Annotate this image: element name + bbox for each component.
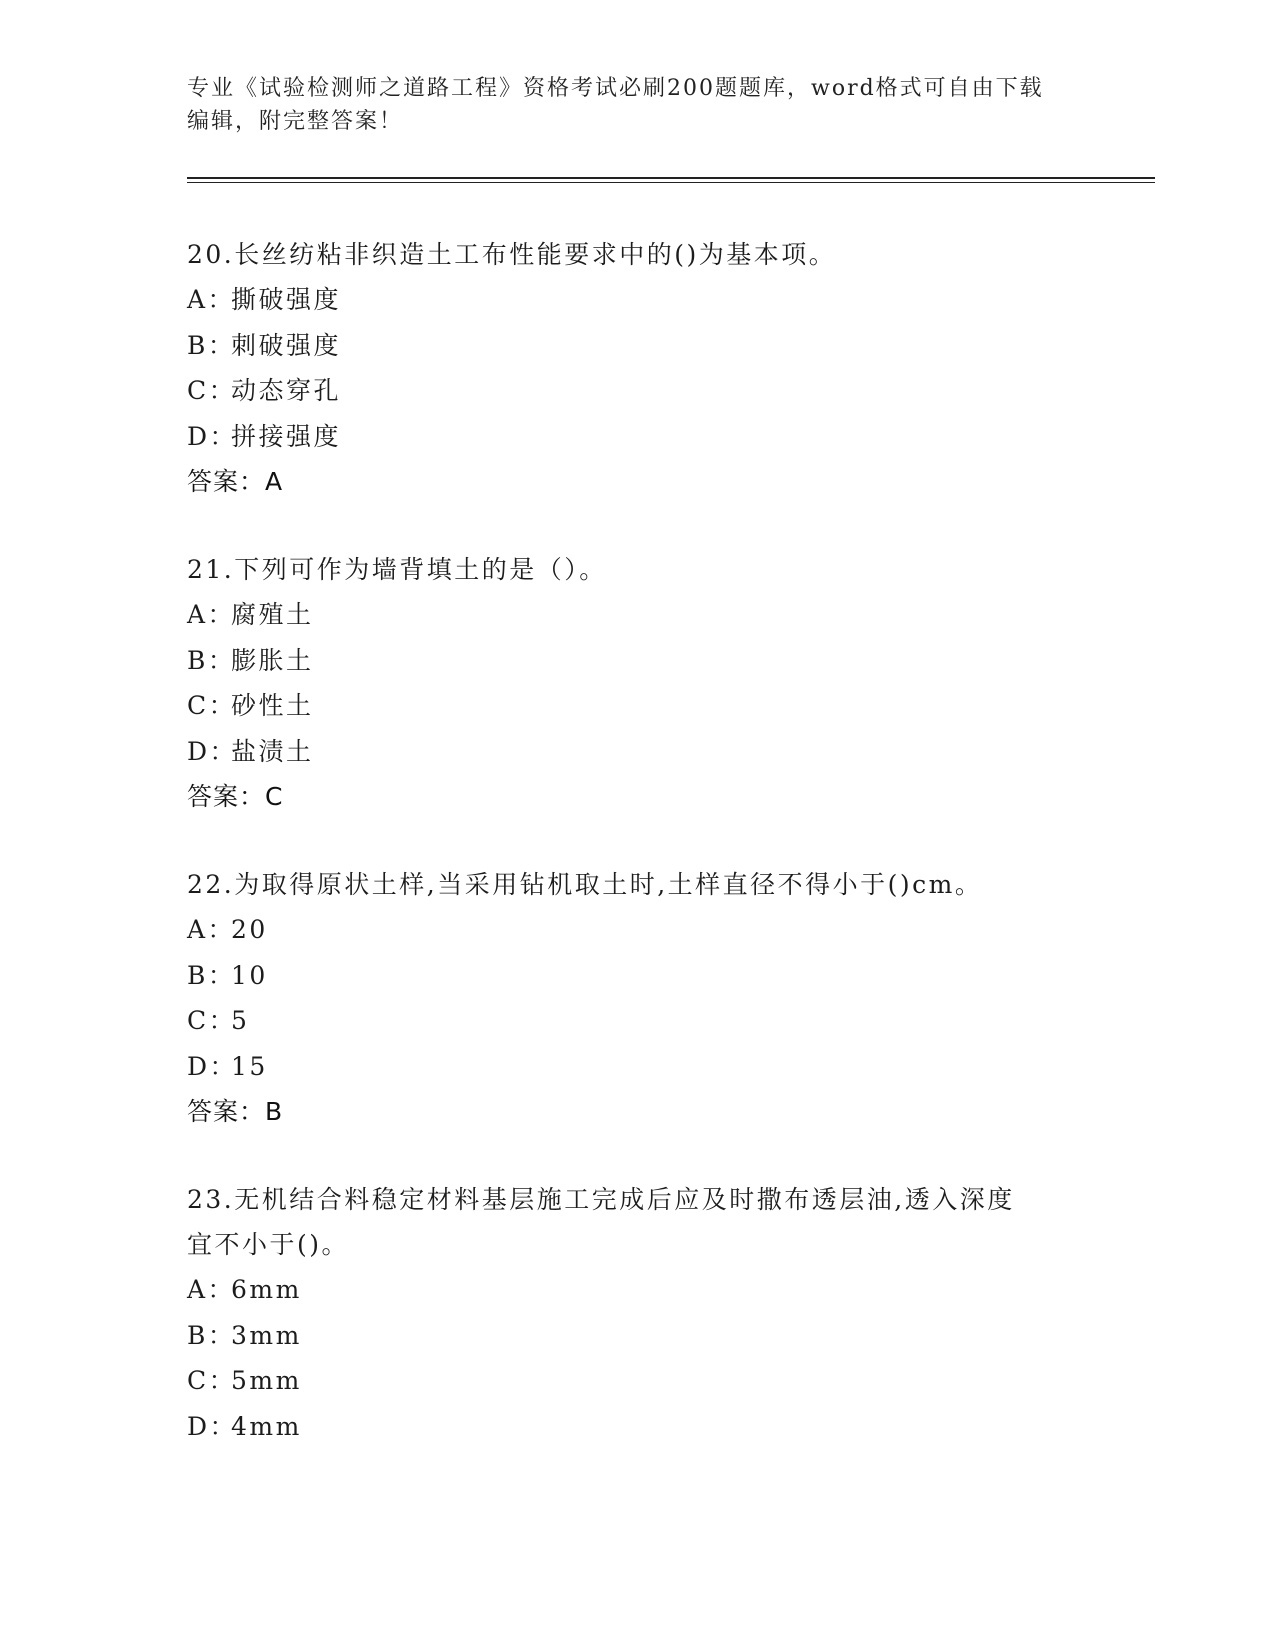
option-text: 刺破强度 (231, 330, 342, 360)
option-c (187, 998, 1087, 1044)
option-text: 4mm (231, 1411, 302, 1441)
option-b (187, 953, 1087, 999)
option-text: 3mm (231, 1320, 302, 1350)
question-stem-line-1: 23.无机结合料稳定材料基层施工完成后应及时撒布透层油,透入深度 (187, 1185, 1015, 1214)
option-a (187, 1267, 1087, 1313)
option-text: 20 (231, 915, 268, 944)
header-line-2: 编辑，附完整答案！ (187, 109, 404, 134)
answer-line: 答案：C (187, 782, 284, 811)
option-key: C： (187, 1366, 237, 1395)
option-b (187, 638, 1087, 684)
option-text: 15 (231, 1051, 268, 1081)
option-b (187, 1313, 1087, 1359)
option-key: D： (187, 736, 238, 766)
option-key: B： (187, 645, 236, 675)
option-d (187, 414, 1087, 460)
option-c (187, 683, 1087, 729)
option-text: 10 (231, 960, 268, 990)
answer-line: 答案：A (187, 467, 284, 496)
option-key: D： (187, 1051, 238, 1081)
option-key: D： (187, 421, 238, 451)
option-key: A： (187, 915, 236, 944)
header-divider (187, 177, 1155, 179)
option-d (187, 1404, 1087, 1450)
question-22 (187, 862, 1087, 1134)
option-c (187, 1358, 1087, 1404)
option-text: 膨胀土 (231, 645, 314, 675)
option-a (187, 592, 1087, 638)
option-text: 动态穿孔 (231, 376, 342, 405)
option-a (187, 277, 1087, 323)
option-key: B： (187, 330, 236, 360)
option-text: 撕破强度 (231, 285, 342, 314)
option-key: B： (187, 1320, 236, 1350)
question-stem: 20.长丝纺粘非织造土工布性能要求中的()为基本项。 (187, 240, 837, 269)
question-20 (187, 232, 1087, 504)
option-key: D： (187, 1411, 238, 1441)
option-a (187, 907, 1087, 953)
header-line-1: 专业《试验检测师之道路工程》资格考试必刷200题题库，word格式可自由下载 (187, 76, 1044, 101)
option-text: 拼接强度 (231, 421, 342, 451)
question-23 (187, 1177, 1087, 1449)
option-key: C： (187, 691, 237, 720)
question-stem: 22.为取得原状土样,当采用钻机取土时,土样直径不得小于()cm。 (187, 870, 983, 899)
option-d (187, 1044, 1087, 1090)
option-text: 盐渍土 (231, 736, 314, 766)
question-stem-line-2: 宜不小于()。 (187, 1230, 350, 1259)
question-stem: 21.下列可作为墙背填土的是（）。 (187, 555, 607, 584)
answer-line: 答案：B (187, 1097, 284, 1126)
option-key: A： (187, 1275, 236, 1304)
option-d (187, 729, 1087, 775)
option-key: A： (187, 600, 236, 629)
option-key: B： (187, 960, 236, 990)
option-key: A： (187, 285, 236, 314)
document-header (187, 72, 1067, 138)
option-key: C： (187, 376, 237, 405)
question-21 (187, 547, 1087, 819)
option-text: 6mm (231, 1275, 302, 1304)
option-key: C： (187, 1006, 237, 1035)
option-text: 5 (231, 1006, 250, 1035)
option-text: 腐殖土 (231, 600, 314, 629)
option-b (187, 323, 1087, 369)
option-c (187, 368, 1087, 414)
header-divider-thin (187, 182, 1155, 183)
option-text: 砂性土 (231, 691, 314, 720)
option-text: 5mm (231, 1366, 302, 1395)
